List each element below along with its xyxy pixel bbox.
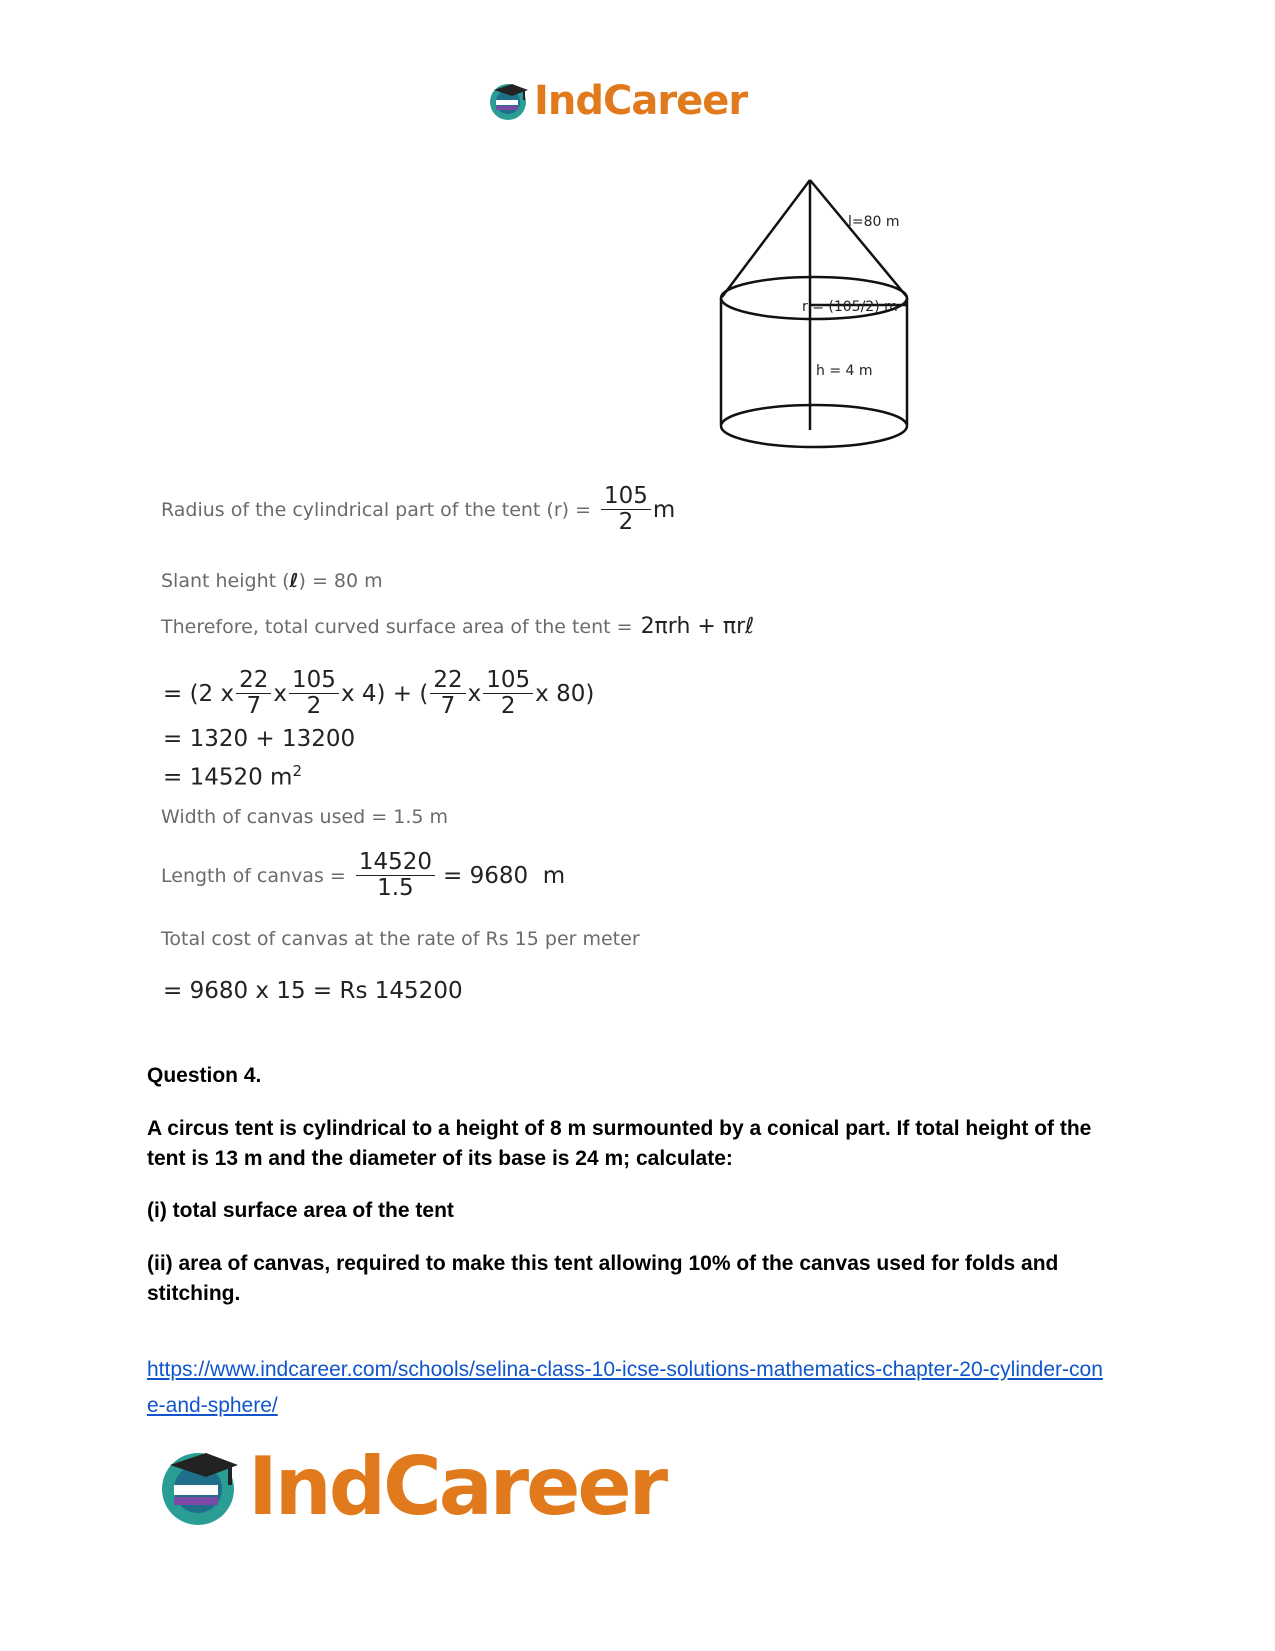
fraction-numerator: 105 [601, 484, 651, 510]
radius-unit: m [652, 496, 676, 523]
footer-logo [158, 1440, 665, 1533]
fraction-105-2-a [289, 668, 339, 720]
height-label: h = 4 m [816, 363, 873, 379]
graduation-globe-icon [158, 1445, 246, 1529]
radius-fraction [601, 484, 651, 536]
tcsa-line [161, 614, 754, 639]
length-result: = 9680 m [442, 862, 566, 889]
fraction-denominator: 2 [618, 509, 634, 536]
fraction-denominator: 1.5 [377, 875, 414, 902]
slant-label: Slant height ( [161, 570, 290, 592]
radius-label: Radius of the cylindrical part of the tent (r) = [161, 498, 592, 521]
fraction-denominator: 2 [500, 693, 516, 720]
equation-total-value: = 14520 m [163, 764, 293, 791]
fraction-numerator: 105 [483, 668, 533, 694]
fraction-numerator: 22 [430, 668, 465, 694]
square-superscript: 2 [292, 762, 303, 780]
slant-value: ) = 80 m [298, 570, 383, 592]
cost-line: Total cost of canvas at the rate of Rs 15 per meter [161, 928, 640, 950]
fraction-105-2-b [483, 668, 533, 720]
tcsa-formula: 2πrh + πrℓ [640, 614, 755, 639]
tcsa-label: Therefore, total curved surface area of the tent = [161, 616, 633, 638]
question-part-i: (i) total surface area of the tent [147, 1199, 454, 1222]
slant-height-line [161, 570, 383, 592]
radius-line [161, 484, 675, 536]
length-label: Length of canvas = [161, 864, 346, 887]
eq1-part-a: = (2 x [163, 680, 235, 707]
fraction-numerator: 105 [289, 668, 339, 694]
length-line [161, 850, 565, 902]
fraction-22-7-b [430, 668, 465, 720]
slant-label: l=80 m [848, 214, 900, 230]
header-logo [488, 78, 747, 124]
width-line: Width of canvas used = 1.5 m [161, 806, 449, 828]
length-fraction [356, 850, 435, 902]
header-logo-text: IndCareer [534, 78, 748, 124]
equation-sum: = 1320 + 13200 [163, 726, 356, 752]
question-title: Question 4. [147, 1064, 262, 1087]
fraction-denominator: 7 [440, 693, 456, 720]
question-part-ii: (ii) area of canvas, required to make this tent allowing 10% of the canvas used for folds and stitching. [147, 1252, 1059, 1305]
radius-label: r = (105/2) m [802, 299, 898, 315]
equation-expansion [163, 668, 594, 720]
eq1-times-b: x [467, 680, 482, 707]
footer-logo-text: IndCareer [248, 1440, 666, 1533]
fraction-numerator: 14520 [356, 850, 435, 876]
tent-diagram [710, 170, 940, 460]
equation-total [163, 762, 302, 791]
eq1-part-c: x 80) [535, 680, 595, 707]
fraction-numerator: 22 [236, 668, 271, 694]
eq1-part-b: x 4) + ( [340, 680, 429, 707]
cost-equation: = 9680 x 15 = Rs 145200 [163, 978, 463, 1004]
graduation-globe-icon [488, 80, 532, 122]
bottom-ellipse [721, 405, 907, 447]
fraction-22-7-a [236, 668, 271, 720]
source-link[interactable]: https://www.indcareer.com/schools/selina-class-10-icse-solutions-mathematics-chapter-20-cylinder-cone-and-sphere/ [147, 1358, 1103, 1417]
slant-symbol: ℓ [289, 570, 299, 592]
eq1-times-a: x [273, 680, 288, 707]
fraction-denominator: 7 [246, 693, 262, 720]
fraction-denominator: 2 [306, 693, 322, 720]
question-body: A circus tent is cylindrical to a height of 8 m surmounted by a conical part. If total height of the tent is 13 m and the diameter of its base is 24 m; calculate: [147, 1117, 1092, 1170]
source-link-container [147, 1352, 1107, 1424]
